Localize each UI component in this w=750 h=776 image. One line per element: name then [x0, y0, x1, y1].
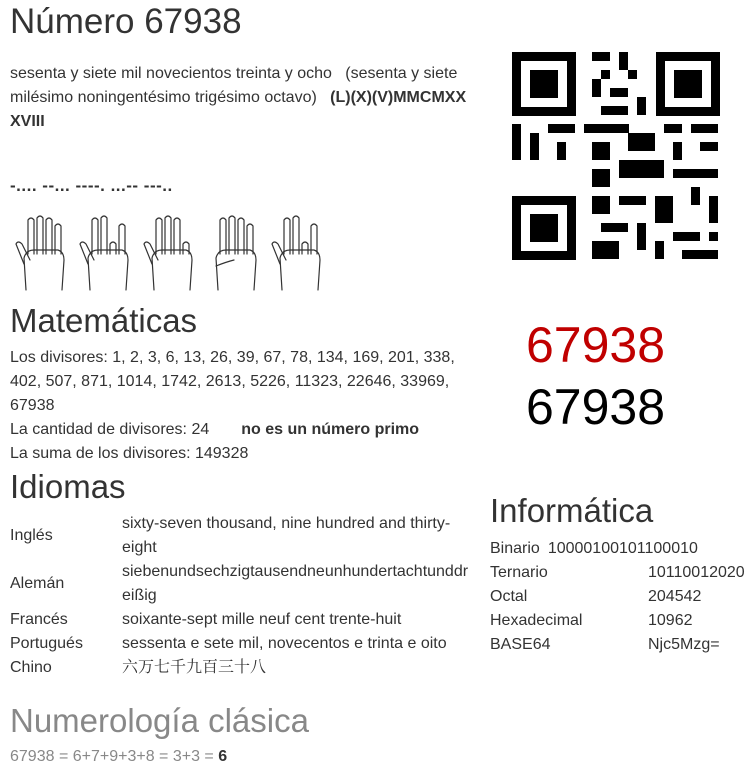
list-item: [490, 561, 750, 585]
hand-three-icon: [216, 216, 256, 290]
numerology-sum: 67938 = 6+7+9+3+8 = 3+3 =: [10, 748, 219, 765]
morse-code: -.... --... ----. ...-- ---..: [10, 176, 173, 195]
languages-heading: Idiomas: [10, 468, 126, 505]
roman-numeral: (L)(X)(V)MMCMXX XVIII: [10, 89, 467, 130]
table-row: [10, 560, 472, 608]
qr-code-icon: [508, 48, 724, 264]
computing-heading: Informática: [490, 492, 654, 529]
language-text: sixty-seven thousand, nine hundred and thirty-eight: [122, 515, 451, 556]
numerology-result: 6: [218, 748, 228, 765]
base-value: 204542: [648, 588, 702, 605]
language-name: Chino: [10, 659, 52, 676]
numerology-heading: Numerología clásica: [10, 702, 309, 739]
hand-eight-icon: [272, 216, 320, 290]
base-name: Hexadecimal: [490, 612, 583, 629]
page-title: Número 67938: [10, 2, 242, 41]
language-name: Inglés: [10, 527, 53, 544]
base-name: BASE64: [490, 636, 551, 653]
math-heading: Matemáticas: [10, 302, 198, 339]
hand-nine-icon: [144, 216, 192, 290]
divisor-count: La cantidad de divisores: 24: [10, 421, 210, 438]
ordinal-words: (sesenta y siete milésimo noningentésimo trigésimo octavo): [10, 65, 458, 106]
hand-signs: [14, 210, 334, 292]
table-row: [10, 608, 472, 632]
computing-section: [490, 537, 750, 657]
list-item: [490, 633, 750, 657]
list-item: [490, 537, 750, 561]
table-row: [10, 656, 472, 680]
languages-table: [10, 512, 472, 680]
prime-status: no es un número primo: [241, 421, 420, 438]
number-words: [10, 62, 472, 134]
hand-six-icon: [16, 216, 64, 290]
big-number-red: 67938: [526, 317, 666, 373]
hand-seven-icon: [80, 216, 128, 290]
base-value: 10962: [648, 612, 693, 629]
spanish-words: sesenta y siete mil novecientos treinta y ocho: [10, 65, 332, 82]
language-name: Portugués: [10, 635, 83, 652]
table-row: [10, 632, 472, 656]
base-value: 10000100101100010: [547, 540, 698, 557]
language-name: Francés: [10, 611, 68, 628]
language-text: 六万七千九百三十八: [122, 659, 267, 676]
divisors-list: Los divisores: 1, 2, 3, 6, 13, 26, 39, 67, 78, 134, 169, 201, 338, 402, 507, 871, 1014, 1742, 2613, 5226, 11323, 22646, 33969, 67938: [10, 349, 455, 414]
base-value: Njc5Mzg=: [648, 636, 720, 653]
language-text: siebenundsechzigtausendneunhundertachtunddreißig: [122, 563, 469, 604]
language-text: soixante-sept mille neuf cent trente-huit: [122, 611, 402, 628]
list-item: [490, 609, 750, 633]
divisor-sum: La suma de los divisores: 149328: [10, 445, 249, 462]
math-section: [10, 346, 470, 466]
divisor-count-row: [10, 418, 470, 442]
base-value: 10110012020: [648, 564, 745, 581]
base-name: Ternario: [490, 564, 548, 581]
language-name: Alemán: [10, 575, 65, 592]
big-number-black: 67938: [526, 379, 666, 435]
table-row: [10, 512, 472, 560]
language-text: sessenta e sete mil, novecentos e trinta e oito: [122, 635, 447, 652]
numerology-formula: [10, 748, 227, 766]
base-name: Octal: [490, 588, 528, 605]
base-name: Binario: [490, 540, 540, 557]
list-item: [490, 585, 750, 609]
